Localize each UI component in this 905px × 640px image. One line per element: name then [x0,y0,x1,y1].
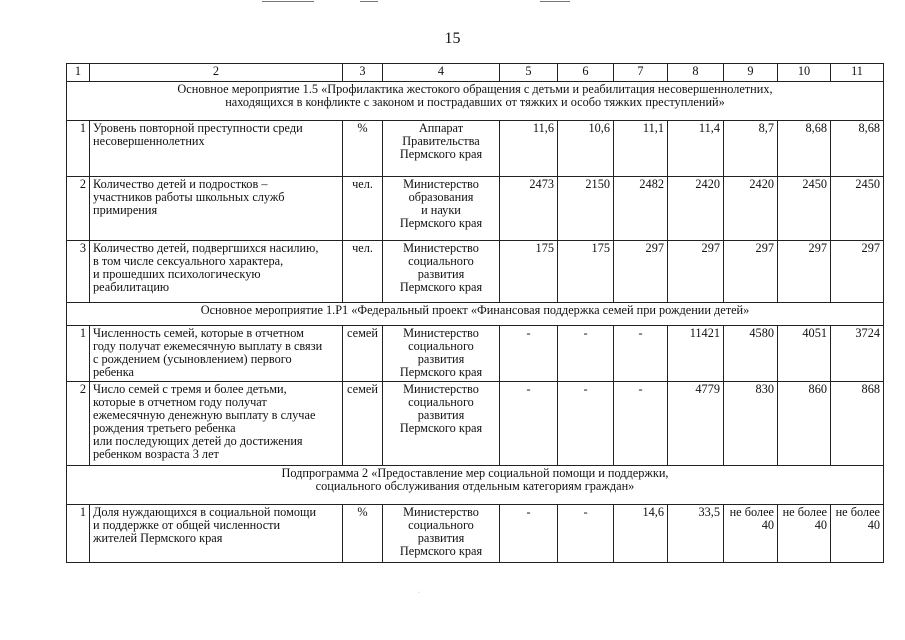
value-cell: - [500,505,558,563]
page-number: 15 [444,30,461,47]
value-cell: 11,1 [614,121,668,177]
scan-edge-mark [540,1,570,2]
unit: чел. [343,177,383,241]
value-cell: 33,5 [668,505,724,563]
value-cell: не более 40 [724,505,778,563]
column-header: 2 [90,64,343,82]
column-header: 5 [500,64,558,82]
value-cell: не более 40 [831,505,884,563]
row-number: 1 [67,121,90,177]
value-cell: 297 [831,241,884,303]
header-row [67,64,884,82]
section-title: Подпрограмма 2 «Предоставление мер социальной помощи и поддержки, социального обслуживания отдельным категориям граждан» [67,466,884,505]
table-row [67,241,884,303]
value-cell: 11,6 [500,121,558,177]
section-title-row [67,466,884,505]
section-title-row [67,82,884,121]
value-cell: 175 [558,241,614,303]
value-cell: 2420 [724,177,778,241]
value-cell: 3724 [831,326,884,382]
column-header: 7 [614,64,668,82]
section-title-row [67,303,884,326]
value-cell: 4779 [668,382,724,466]
value-cell: 4051 [778,326,831,382]
value-cell: - [614,326,668,382]
value-cell: 868 [831,382,884,466]
value-cell: 297 [724,241,778,303]
indicator-name: Количество детей, подвергшихся насилию, в том числе сексуального характера, и прошедших психологическую реабилитацию [90,241,343,303]
indicators-table [66,63,884,563]
column-header: 10 [778,64,831,82]
column-header: 6 [558,64,614,82]
row-number: 2 [67,177,90,241]
table-row [67,382,884,466]
value-cell: 2150 [558,177,614,241]
column-header: 3 [343,64,383,82]
column-header: 4 [383,64,500,82]
value-cell: 297 [778,241,831,303]
indicator-name: Число семей с тремя и более детьми, которые в отчетном году получат ежемесячную денежную выплату в случае рождения третьего ребенка или последующих детей до достижения ребенком возраста 3 лет [90,382,343,466]
responsible-org: Министерство социального развития Пермского края [383,382,500,466]
value-cell: 8,68 [831,121,884,177]
value-cell: 11,4 [668,121,724,177]
indicator-name: Численность семей, которые в отчетном году получат ежемесячную выплату в связи с рождением (усыновлением) первого ребенка [90,326,343,382]
unit: семей [343,382,383,466]
value-cell: 2450 [778,177,831,241]
value-cell: не более 40 [778,505,831,563]
value-cell: 175 [500,241,558,303]
column-header: 11 [831,64,884,82]
value-cell: 8,7 [724,121,778,177]
value-cell: 297 [668,241,724,303]
indicator-name: Доля нуждающихся в социальной помощи и поддержке от общей численности жителей Пермского края [90,505,343,563]
responsible-org: Министерство образования и науки Пермского края [383,177,500,241]
table-row [67,121,884,177]
indicator-name: Количество детей и подростков – участников работы школьных служб примирения [90,177,343,241]
value-cell: 2482 [614,177,668,241]
table-row [67,505,884,563]
section-title: Основное мероприятие 1.5 «Профилактика жестокого обращения с детьми и реабилитация несовершеннолетних, находящихся в конфликте с законом и пострадавших от тяжких и особо тяжких преступлений» [67,82,884,121]
value-cell: 2473 [500,177,558,241]
scan-edge-mark [360,1,378,2]
value-cell: - [500,326,558,382]
table-row [67,326,884,382]
value-cell: - [614,382,668,466]
value-cell: 297 [614,241,668,303]
value-cell: - [558,326,614,382]
row-number: 1 [67,505,90,563]
column-header: 9 [724,64,778,82]
value-cell: - [558,382,614,466]
value-cell: 860 [778,382,831,466]
indicator-name: Уровень повторной преступности среди несовершеннолетних [90,121,343,177]
value-cell: 8,68 [778,121,831,177]
section-title: Основное мероприятие 1.Р1 «Федеральный проект «Финансовая поддержка семей при рождении детей» [67,303,884,326]
scan-edge-mark [262,1,314,2]
value-cell: - [500,382,558,466]
table-row [67,177,884,241]
value-cell: 11421 [668,326,724,382]
value-cell: 830 [724,382,778,466]
row-number: 1 [67,326,90,382]
responsible-org: Министерство социального развития Пермского края [383,241,500,303]
responsible-org: Аппарат Правительства Пермского края [383,121,500,177]
value-cell: 4580 [724,326,778,382]
responsible-org: Министерство социального развития Пермского края [383,326,500,382]
scan-dot: · [418,590,420,596]
value-cell: 2420 [668,177,724,241]
row-number: 2 [67,382,90,466]
unit: чел. [343,241,383,303]
value-cell: 10,6 [558,121,614,177]
column-header: 8 [668,64,724,82]
unit: % [343,121,383,177]
row-number: 3 [67,241,90,303]
value-cell: 14,6 [614,505,668,563]
unit: % [343,505,383,563]
value-cell: - [558,505,614,563]
column-header: 1 [67,64,90,82]
responsible-org: Министерство социального развития Пермского края [383,505,500,563]
table-body [67,64,884,563]
value-cell: 2450 [831,177,884,241]
unit: семей [343,326,383,382]
